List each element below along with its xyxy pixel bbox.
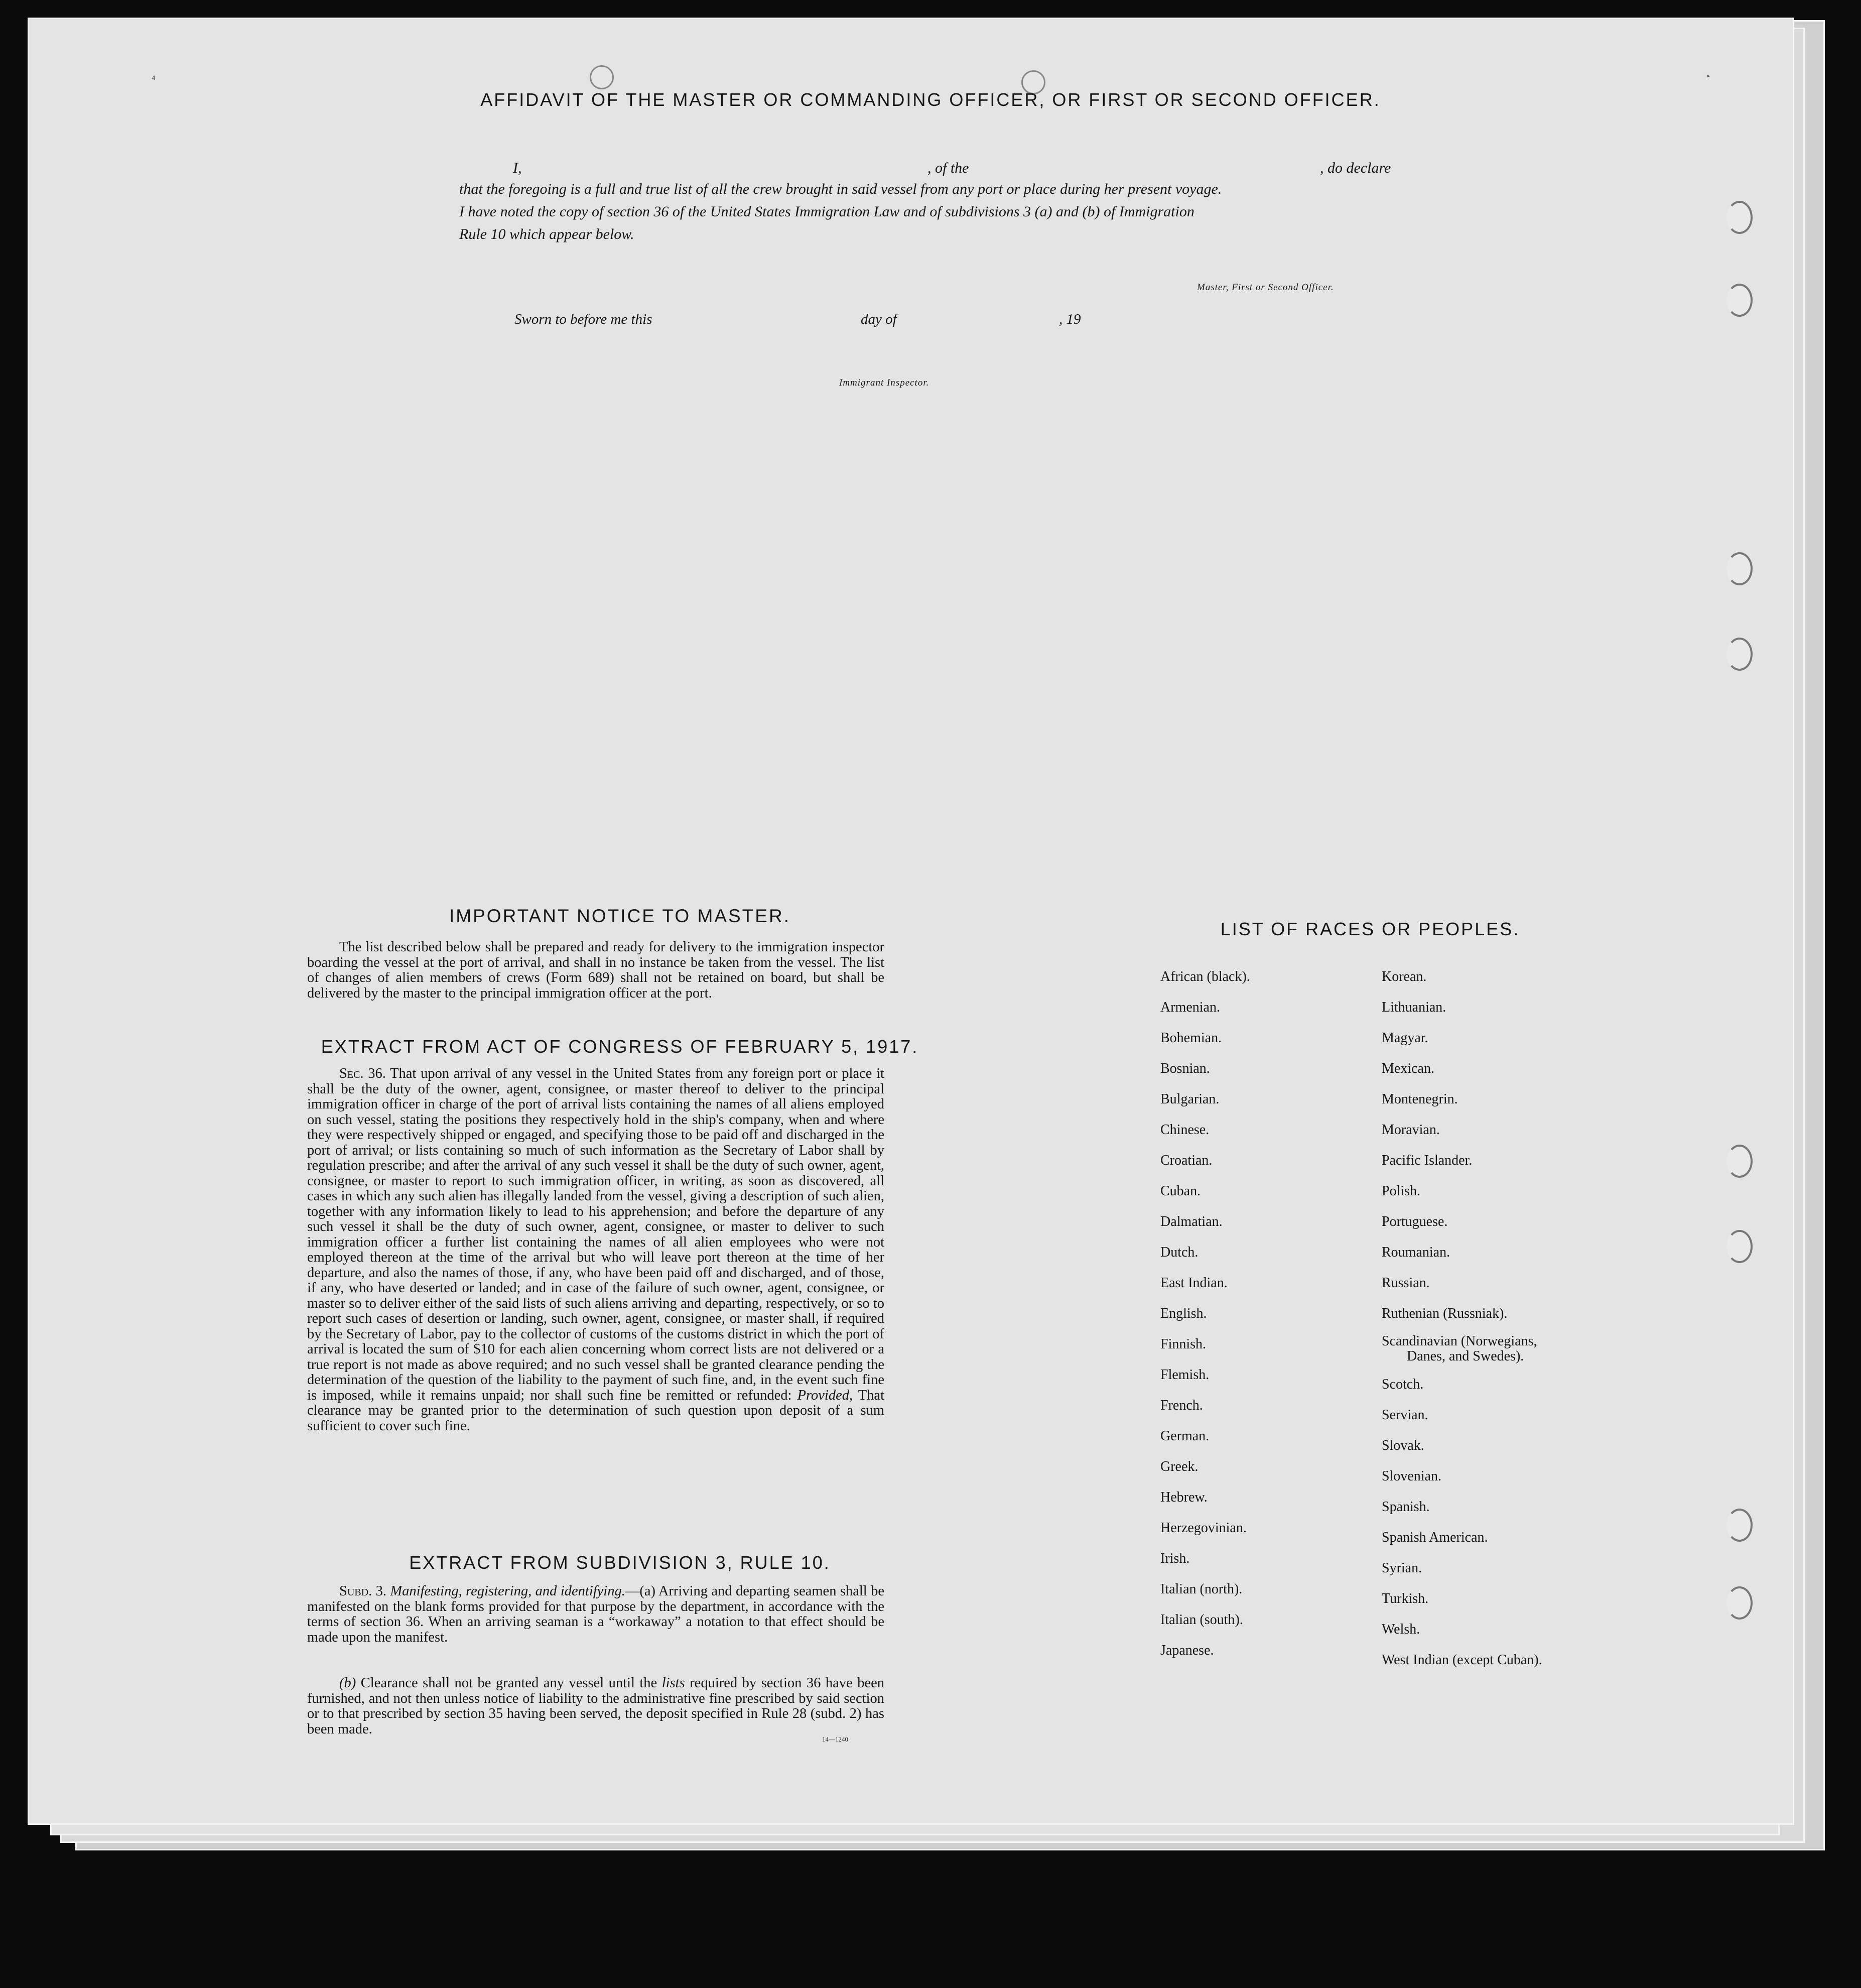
section-label: Sec. 36. [339,1066,386,1081]
race-item: Korean. [1382,969,1427,984]
race-item: Syrian. [1382,1560,1422,1576]
races-title: LIST OF RACES OR PEOPLES. [1220,919,1520,939]
race-item: Slovak. [1382,1438,1424,1453]
scan-mark: ⁴ [152,73,156,85]
race-item: Slovenian. [1382,1468,1441,1484]
race-item: West Indian (except Cuban). [1382,1652,1542,1668]
race-item: Irish. [1160,1551,1190,1566]
race-item: Danes, and Swedes). [1407,1348,1524,1364]
race-item: Italian (south). [1160,1612,1243,1628]
subd-heading: Manifesting, registering, and identifying. [390,1583,625,1599]
affidavit-line-2: that the foregoing is a full and true list of all the crew brought in said vessel from any port or place during her present voyage. [459,181,1222,197]
notice-text: The list described below shall be prepared and ready for delivery to the immigration inspector boarding the vessel at the port of arrival, and shall in no instance be taken from the vessel. The list of changes of alien members of crews (Form 689) shall not be retained on board, but shall be delivered by the master to the principal immigration officer at the port. [307,939,884,1001]
punch-hole [1726,1230,1753,1263]
section-text-end: That clearance may be granted prior to the determination of such question upon deposit of a sum sufficient to cover such fine. [307,1387,884,1434]
race-item: East Indian. [1160,1275,1228,1291]
race-item: Dutch. [1160,1245,1199,1260]
punch-hole [1726,1586,1753,1620]
race-item: Scotch. [1382,1377,1424,1392]
race-item: Welsh. [1382,1622,1420,1637]
affidavit-line-of-the: , of the [927,160,969,176]
race-item: Flemish. [1160,1367,1210,1383]
para-a-text: —(a) Arriving and departing seamen shall be manifested on the blank forms provided for that purpose by the department, in accordance with the terms of section 36. When an arriving seaman is a “workaway” a notation to that effect should be made upon the manifest. [307,1583,885,1645]
race-item: Magyar. [1382,1030,1428,1046]
race-item: Scandinavian (Norwegians, [1382,1333,1537,1349]
para-b-lists: lists [661,1675,685,1691]
affidavit-line-do-declare: , do declare [1320,160,1391,176]
race-item: Japanese. [1160,1643,1214,1658]
para-b-text-2: required by section 36 have been furnished, and not then unless notice of liability to the administrative fine prescribed by said section or to that prescribed by section 35 having been served, the deposit specified in Rule 28 (subd. 2) has been made. [307,1675,885,1737]
punch-hole [590,65,614,89]
race-item: Hebrew. [1160,1489,1208,1505]
punch-hole [1726,552,1753,585]
race-item: Bohemian. [1160,1030,1222,1046]
punch-hole [1726,1145,1753,1178]
race-item: Chinese. [1160,1122,1210,1138]
subd-label: Subd. 3. [339,1583,386,1599]
year-label: , 19 [1059,311,1081,327]
rule-para-a [307,1584,884,1645]
affidavit-title: AFFIDAVIT OF THE MASTER OR COMMANDING OFFICER, OR FIRST OR SECOND OFFICER. [480,89,1381,110]
race-item: African (black). [1160,969,1250,984]
race-item: Bosnian. [1160,1061,1210,1076]
punch-hole [1726,638,1753,671]
section-text: That upon arrival of any vessel in the United States from any foreign port or place it shall be the duty of the owner, agent, consignee, or master thereof to deliver to the principal immigration officer in charge of the port of arrival lists containing the names of all aliens employed on such vessel, stating the positions they respectively hold in the ship's company, when and where they were respectively shipped or engaged, and specifying those to be paid off and discharged in the port of arrival; or lists containing so much of such information as the Secretary of Labor shall by regulation prescribe; and after the arrival of any such vessel it shall be the duty of such owner, agent, consignee, or master to report to such immigration officer, in writing, as soon as discovered, all cases in which any such alien has illegally landed from the vessel, giving a description of such alien, together with any information likely to lead to his apprehension; and before the departure of any such vessel it shall be the duty of such owner, agent, consignee, or master to deliver to such immigration officer a further list containing the names of all alien employees who were not employed thereon at the time of the arrival but who will leave port thereon at the time of her departure, and also the names of those, if any, who have been paid off and discharged, and of those, if any, who have deserted or landed; and in case of the failure of such owner, agent, consignee, or master so to deliver either of the said lists of such aliens arriving and departing, respectively, or so to report such cases of desertion or landing, such owner, agent, consignee, or master shall, if required by the Secretary of Labor, pay to the collector of customs of the customs district in which the port of arrival is located the sum of $10 for each alien concerning whom correct lists are not delivered or a true report is not made as above required; and no such vessel shall be granted clearance pending the determination of the question of the liability to the payment of such fine, and, in the event such fine is imposed, while it remains unpaid; nor shall such fine be remitted or refunded: [307,1066,884,1403]
race-item: Armenian. [1160,1000,1220,1015]
race-item: Croatian. [1160,1153,1213,1168]
races-right-column [1382,961,1542,1675]
race-item: Turkish. [1382,1591,1429,1606]
race-item: Moravian. [1382,1122,1440,1138]
race-item: English. [1160,1306,1207,1321]
affidavit-line-3: I have noted the copy of section 36 of the United States Immigration Law and of subdivisions 3 (a) and (b) of Immigration [459,203,1194,220]
race-item: Bulgarian. [1160,1091,1220,1107]
race-item: Pacific Islander. [1382,1153,1473,1168]
master-signature-caption: Master, First or Second Officer. [1197,282,1334,293]
race-item: Lithuanian. [1382,1000,1446,1015]
races-left-column [1160,961,1250,1666]
race-item: Dalmatian. [1160,1214,1223,1229]
sworn-label: Sworn to before me this [514,311,652,327]
race-item: Spanish American. [1382,1530,1488,1545]
inspector-signature-caption: Immigrant Inspector. [839,378,929,388]
affidavit-line-4: Rule 10 which appear below. [459,226,634,242]
race-item: Italian (north). [1160,1581,1243,1597]
punch-hole [1726,201,1753,234]
race-item: Finnish. [1160,1336,1207,1352]
provided-word: Provided, [797,1387,853,1403]
act-extract-text [307,1066,884,1434]
punch-hole [1726,284,1753,317]
race-item: Mexican. [1382,1061,1434,1076]
rule-para-b [307,1676,884,1737]
race-item: Montenegrin. [1382,1091,1458,1107]
punch-hole [1726,1509,1753,1542]
corner-mark: ◔ [1704,70,1711,83]
race-item: Spanish. [1382,1499,1430,1515]
race-item: Greek. [1160,1459,1199,1474]
race-item: Russian. [1382,1275,1430,1291]
race-item: German. [1160,1428,1210,1444]
day-of-label: day of [861,311,897,327]
affidavit-line-i: I, [513,160,522,176]
race-item: French. [1160,1398,1203,1413]
rule-extract-title: EXTRACT FROM SUBDIVISION 3, RULE 10. [409,1552,831,1573]
para-b-text-1: Clearance shall not be granted any vessel until the [360,1675,657,1691]
race-item: Polish. [1382,1183,1421,1199]
notice-title: IMPORTANT NOTICE TO MASTER. [449,906,790,926]
para-b-label: (b) [339,1675,356,1691]
race-item: Cuban. [1160,1183,1201,1199]
form-number: 14—1240 [822,1735,848,1743]
act-extract-title: EXTRACT FROM ACT OF CONGRESS OF FEBRUARY 5, 1917. [321,1036,919,1057]
race-item: Servian. [1382,1407,1428,1423]
race-item: Roumanian. [1382,1245,1450,1260]
race-item: Herzegovinian. [1160,1520,1247,1536]
race-item: Portuguese. [1382,1214,1448,1229]
race-item: Ruthenian (Russniak). [1382,1306,1508,1321]
